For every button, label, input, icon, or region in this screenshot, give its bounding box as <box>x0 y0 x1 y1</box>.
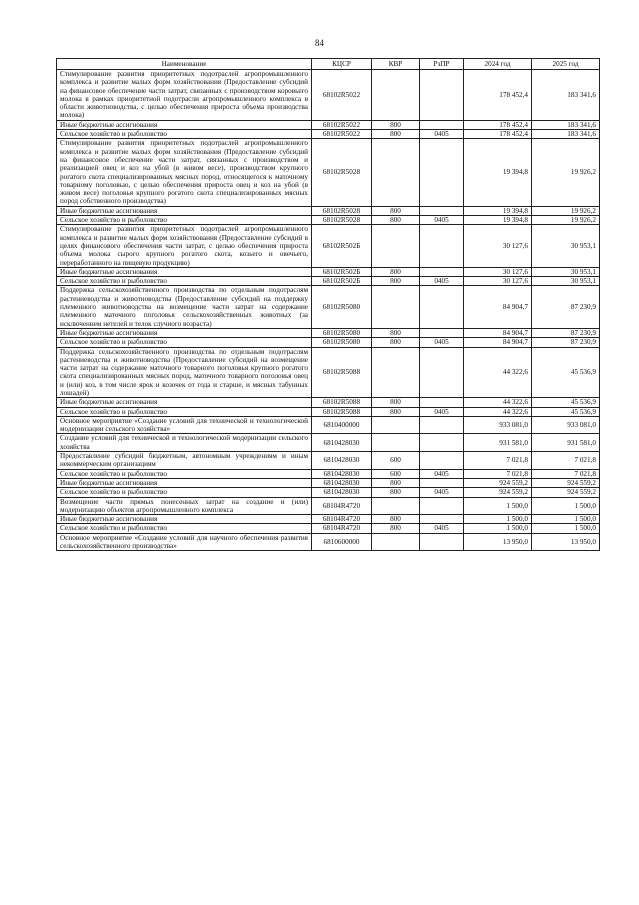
cell-kvr: 800 <box>372 277 420 286</box>
table-row <box>57 338 600 347</box>
cell-2025: 30 953,1 <box>532 225 600 267</box>
cell-kcsr: 68102R5022 <box>312 130 372 139</box>
cell-kcsr: 68102R5028 <box>312 139 372 206</box>
cell-2025: 19 926,2 <box>532 206 600 215</box>
cell-2024: 19 394,8 <box>464 216 532 225</box>
cell-rzpr <box>420 416 464 434</box>
cell-2025: 7 021,8 <box>532 469 600 478</box>
table-row <box>57 533 600 551</box>
cell-name: Создание условий для технической и технологической модернизации сельского хозяйства <box>57 434 312 452</box>
cell-kcsr: 68102R5022 <box>312 70 372 121</box>
cell-kvr: 800 <box>372 120 420 129</box>
cell-2024: 84 904,7 <box>464 286 532 328</box>
table-row <box>57 120 600 129</box>
budget-table <box>56 58 600 551</box>
cell-rzpr <box>420 328 464 337</box>
cell-kcsr: 68102R5088 <box>312 407 372 416</box>
cell-kvr <box>372 286 420 328</box>
cell-kcsr: 68102R502Б <box>312 225 372 267</box>
cell-2025: 30 953,1 <box>532 267 600 276</box>
cell-name: Основное мероприятие «Создание условий для технической и технологической модернизации сельского хозяйства» <box>57 416 312 434</box>
cell-rzpr <box>420 452 464 470</box>
cell-kcsr: 6810600000 <box>312 533 372 551</box>
cell-2025: 87 230,9 <box>532 338 600 347</box>
cell-2024: 84 904,7 <box>464 328 532 337</box>
table-row <box>57 515 600 524</box>
cell-name: Стимулирование развития приоритетных подотраслей агропромышленного комплекса и развитие малых форм хозяйствования (Предоставление субсидий на финансовое обеспечение части затрат, связанных с производством и реализацией овец и коз на убой (в живом весе), производством крупного рогатого скота специализированных мясных пород, относящегося к маточному товарному поголовью, с целью обеспечения прироста овец и коз на убой (в живом весе) поголовья крупного рогатого скота специализированных мясных пород собственного производства) <box>57 139 312 206</box>
cell-kvr <box>372 225 420 267</box>
cell-kcsr: 68102R502Б <box>312 277 372 286</box>
cell-rzpr: 0405 <box>420 216 464 225</box>
page-number: 84 <box>315 38 324 48</box>
table-row <box>57 524 600 533</box>
table-row <box>57 434 600 452</box>
cell-kcsr: 68102R5028 <box>312 206 372 215</box>
cell-name: Предоставление субсидий бюджетным, автономным учреждениям и иным некоммерческим организациям <box>57 452 312 470</box>
cell-name: Сельское хозяйство и рыболовство <box>57 130 312 139</box>
cell-kcsr: 6810428030 <box>312 488 372 497</box>
table-row <box>57 452 600 470</box>
cell-2024: 178 452,4 <box>464 130 532 139</box>
cell-name: Сельское хозяйство и рыболовство <box>57 488 312 497</box>
cell-2025: 924 559,2 <box>532 488 600 497</box>
cell-rzpr: 0405 <box>420 488 464 497</box>
cell-2024: 933 081,0 <box>464 416 532 434</box>
cell-name: Сельское хозяйство и рыболовство <box>57 524 312 533</box>
cell-2025: 13 950,0 <box>532 533 600 551</box>
header-kvr: КВР <box>372 59 420 70</box>
cell-kcsr: 68102R5080 <box>312 338 372 347</box>
cell-kcsr: 68102R5028 <box>312 216 372 225</box>
cell-name: Сельское хозяйство и рыболовство <box>57 277 312 286</box>
table-row <box>57 277 600 286</box>
cell-2024: 931 581,0 <box>464 434 532 452</box>
cell-2024: 7 021,8 <box>464 452 532 470</box>
cell-2024: 30 127,6 <box>464 225 532 267</box>
table-row <box>57 497 600 515</box>
table-body <box>57 70 600 551</box>
cell-name: Иные бюджетные ассигнования <box>57 267 312 276</box>
cell-kcsr: 68102R5088 <box>312 398 372 407</box>
cell-rzpr <box>420 478 464 487</box>
cell-2025: 183 341,6 <box>532 130 600 139</box>
cell-rzpr: 0405 <box>420 407 464 416</box>
cell-rzpr <box>420 533 464 551</box>
cell-kvr: 800 <box>372 515 420 524</box>
cell-2024: 44 322,6 <box>464 407 532 416</box>
header-2025: 2025 год <box>532 59 600 70</box>
cell-rzpr <box>420 434 464 452</box>
cell-kcsr: 68102R5080 <box>312 328 372 337</box>
table-row <box>57 206 600 215</box>
cell-2025: 87 230,9 <box>532 286 600 328</box>
cell-2025: 183 341,6 <box>532 70 600 121</box>
cell-rzpr <box>420 286 464 328</box>
cell-kvr: 800 <box>372 267 420 276</box>
cell-rzpr: 0405 <box>420 524 464 533</box>
cell-kvr: 800 <box>372 130 420 139</box>
cell-2024: 44 322,6 <box>464 398 532 407</box>
cell-2024: 178 452,4 <box>464 70 532 121</box>
cell-2025: 1 500,0 <box>532 524 600 533</box>
cell-rzpr <box>420 267 464 276</box>
cell-name: Сельское хозяйство и рыболовство <box>57 407 312 416</box>
cell-kvr: 800 <box>372 398 420 407</box>
cell-2024: 178 452,4 <box>464 120 532 129</box>
cell-kvr: 800 <box>372 407 420 416</box>
cell-2025: 933 081,0 <box>532 416 600 434</box>
cell-2024: 924 559,2 <box>464 478 532 487</box>
table-row <box>57 488 600 497</box>
cell-2025: 931 581,0 <box>532 434 600 452</box>
cell-kvr <box>372 347 420 398</box>
cell-rzpr <box>420 347 464 398</box>
cell-rzpr <box>420 206 464 215</box>
cell-2025: 19 926,2 <box>532 216 600 225</box>
cell-name: Иные бюджетные ассигнования <box>57 206 312 215</box>
cell-2025: 7 021,8 <box>532 452 600 470</box>
cell-kvr: 800 <box>372 488 420 497</box>
table-row <box>57 407 600 416</box>
cell-name: Основное мероприятие «Создание условий для научного обеспечения развития сельскохозяйственного производства» <box>57 533 312 551</box>
cell-2025: 19 926,2 <box>532 139 600 206</box>
cell-kvr: 800 <box>372 328 420 337</box>
cell-kcsr: 68104R4720 <box>312 515 372 524</box>
cell-rzpr <box>420 398 464 407</box>
cell-rzpr <box>420 225 464 267</box>
cell-2024: 19 394,8 <box>464 139 532 206</box>
cell-rzpr <box>420 497 464 515</box>
cell-name: Стимулирование развития приоритетных подотраслей агропромышленного комплекса и развитие малых форм хозяйствования (Предоставление субсидий в целях финансового обеспечения части затрат, с целью обеспечения прироста объема молока сырого крупного рогатого скота, козьего и овечьего, переработанного на пищевую продукцию) <box>57 225 312 267</box>
cell-kvr: 800 <box>372 216 420 225</box>
header-rzpr: РзПР <box>420 59 464 70</box>
cell-2024: 30 127,6 <box>464 267 532 276</box>
cell-2025: 30 953,1 <box>532 277 600 286</box>
cell-2025: 183 341,6 <box>532 120 600 129</box>
cell-2024: 19 394,8 <box>464 206 532 215</box>
cell-2025: 1 500,0 <box>532 497 600 515</box>
cell-rzpr: 0405 <box>420 130 464 139</box>
cell-name: Сельское хозяйство и рыболовство <box>57 469 312 478</box>
cell-2024: 44 322,6 <box>464 347 532 398</box>
table-row <box>57 70 600 121</box>
cell-kcsr: 68102R502Б <box>312 267 372 276</box>
cell-2024: 30 127,6 <box>464 277 532 286</box>
table-row <box>57 130 600 139</box>
cell-2024: 84 904,7 <box>464 338 532 347</box>
cell-name: Иные бюджетные ассигнования <box>57 120 312 129</box>
cell-kcsr: 68102R5022 <box>312 120 372 129</box>
table-row <box>57 469 600 478</box>
cell-rzpr: 0405 <box>420 277 464 286</box>
table-header-row <box>57 59 600 70</box>
cell-kcsr: 6810400000 <box>312 416 372 434</box>
cell-kvr: 800 <box>372 338 420 347</box>
table-row <box>57 216 600 225</box>
table-row <box>57 225 600 267</box>
cell-kvr: 800 <box>372 206 420 215</box>
cell-kcsr: 6810428030 <box>312 478 372 487</box>
cell-rzpr <box>420 515 464 524</box>
header-name: Наименование <box>57 59 312 70</box>
cell-2024: 924 559,2 <box>464 488 532 497</box>
cell-name: Иные бюджетные ассигнования <box>57 328 312 337</box>
cell-name: Поддержка сельскохозяйственного производства по отдельным подотраслям растениеводства и животноводства (Предоставление субсидий на поддержку племенного животноводства на возмещение части затрат на содержание племенного маточного поголовья сельскохозяйственных животных (за исключением нетелей и телок случного возраста) <box>57 286 312 328</box>
cell-2025: 87 230,9 <box>532 328 600 337</box>
cell-kcsr: 68102R5088 <box>312 347 372 398</box>
cell-kvr <box>372 139 420 206</box>
cell-2025: 45 536,9 <box>532 407 600 416</box>
cell-rzpr: 0405 <box>420 469 464 478</box>
cell-2024: 1 500,0 <box>464 515 532 524</box>
cell-kcsr: 6810428030 <box>312 469 372 478</box>
table-row <box>57 328 600 337</box>
table-row <box>57 478 600 487</box>
cell-kcsr: 68104R4720 <box>312 524 372 533</box>
cell-rzpr <box>420 120 464 129</box>
cell-2025: 45 536,9 <box>532 347 600 398</box>
table-row <box>57 416 600 434</box>
cell-kvr: 600 <box>372 469 420 478</box>
cell-2025: 1 500,0 <box>532 515 600 524</box>
table-row <box>57 398 600 407</box>
cell-name: Поддержка сельскохозяйственного производства по отдельным подотраслям растениеводства и животноводства (Предоставление субсидий на возмещение части затрат на содержание маточного товарного поголовья крупного рогатого скота специализированных мясных пород, маточного товарного поголовья овец и (или) коз, в том числе ярок и козочек от года и старше, и мясных табунных лошадей) <box>57 347 312 398</box>
table-row <box>57 139 600 206</box>
cell-kvr <box>372 533 420 551</box>
table-row <box>57 267 600 276</box>
cell-name: Иные бюджетные ассигнования <box>57 515 312 524</box>
cell-2025: 924 559,2 <box>532 478 600 487</box>
cell-kcsr: 68104R4720 <box>312 497 372 515</box>
cell-name: Иные бюджетные ассигнования <box>57 398 312 407</box>
cell-kvr <box>372 416 420 434</box>
header-2024: 2024 год <box>464 59 532 70</box>
cell-2024: 1 500,0 <box>464 497 532 515</box>
cell-name: Сельское хозяйство и рыболовство <box>57 216 312 225</box>
cell-kvr <box>372 434 420 452</box>
cell-kcsr: 6810428030 <box>312 434 372 452</box>
cell-2024: 13 950,0 <box>464 533 532 551</box>
header-kcsr: КЦСР <box>312 59 372 70</box>
cell-2025: 45 536,9 <box>532 398 600 407</box>
cell-name: Сельское хозяйство и рыболовство <box>57 338 312 347</box>
cell-kcsr: 68102R5080 <box>312 286 372 328</box>
cell-kvr: 600 <box>372 452 420 470</box>
cell-rzpr: 0405 <box>420 338 464 347</box>
table-row <box>57 286 600 328</box>
cell-kvr: 800 <box>372 478 420 487</box>
table-row <box>57 347 600 398</box>
cell-kvr: 800 <box>372 524 420 533</box>
cell-rzpr <box>420 139 464 206</box>
cell-kcsr: 6810428030 <box>312 452 372 470</box>
cell-2024: 1 500,0 <box>464 524 532 533</box>
cell-rzpr <box>420 70 464 121</box>
cell-name: Иные бюджетные ассигнования <box>57 478 312 487</box>
cell-name: Возмещение части прямых понесенных затрат на создание и (или) модернизацию объектов агропромышленного комплекса <box>57 497 312 515</box>
cell-name: Стимулирование развития приоритетных подотраслей агропромышленного комплекса и развитие малых форм хозяйствования (Предоставление субсидий на финансовое обеспечение части затрат, связанных с производством коровьего молока в рамках приоритетной подотрасли агропромышленного комплекса в области животноводства, с целью обеспечения прироста объема производства молока) <box>57 70 312 121</box>
cell-kvr <box>372 70 420 121</box>
cell-kvr <box>372 497 420 515</box>
cell-2024: 7 021,8 <box>464 469 532 478</box>
